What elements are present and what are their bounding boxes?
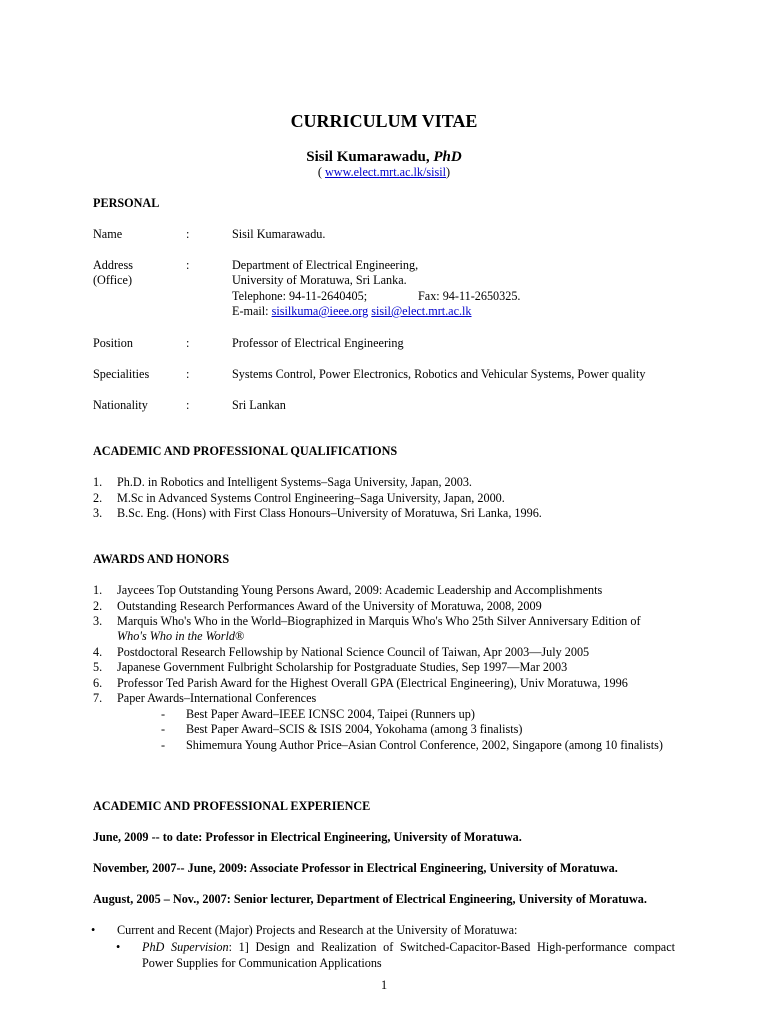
sub-award-dash: - [161,722,166,736]
award-number: 4. [93,645,103,659]
nationality-value: Sri Lankan [232,398,286,412]
nationality-label: Nationality [93,398,148,412]
email-link-ieee[interactable]: sisilkuma@ieee.org [271,304,369,318]
qualification-item: M.Sc in Advanced Systems Control Engineering–Saga University, Japan, 2000. [117,491,505,505]
address-line-1: Department of Electrical Engineering, [232,258,419,272]
experience-heading: ACADEMIC AND PROFESSIONAL EXPERIENCE [93,799,371,813]
address-label: Address [93,258,133,272]
email-link-elect[interactable]: sisil@elect.mrt.ac.lk [371,304,472,318]
qualifications-heading: ACADEMIC AND PROFESSIONAL QUALIFICATIONS [93,444,398,458]
specialities-label: Specialities [93,367,150,381]
award-number: 3. [93,614,103,628]
name-value: Sisil Kumarawadu. [232,227,326,241]
qualification-item: Ph.D. in Robotics and Intelligent Systems–Saga University, Japan, 2003. [117,475,472,489]
projects-intro: Current and Recent (Major) Projects and Research at the University of Moratuwa: [117,923,518,937]
author-name [0,148,768,166]
award-number: 1. [93,583,103,597]
sub-award-item: Best Paper Award–IEEE ICNSC 2004, Taipei (Runners up) [186,707,475,721]
specialities-value: Systems Control, Power Electronics, Robotics and Vehicular Systems, Power quality [232,367,646,381]
award-item: Postdoctoral Research Fellowship by National Science Council of Taiwan, Apr 2003—July 2005 [117,645,590,659]
position-value: Professor of Electrical Engineering [232,336,404,350]
email-label: E-mail: [232,304,272,318]
name-colon: : [186,227,190,241]
fax: Fax: 94-11-2650325. [418,289,521,303]
author-name-text: Sisil Kumarawadu, [306,149,434,165]
award-item: Jaycees Top Outstanding Young Persons Award, 2009: Academic Leadership and Accomplishments [117,583,603,597]
phd-supervision [142,940,675,971]
qualification-number: 3. [93,506,103,520]
author-degree: PhD [433,149,462,165]
bullet-icon: • [116,940,121,954]
homepage-link[interactable]: www.elect.mrt.ac.lk/sisil [324,165,447,179]
address-label-office: (Office) [93,273,133,287]
nationality-colon: : [186,398,190,412]
name-label: Name [93,227,123,241]
award-item: Outstanding Research Performances Award of the University of Moratuwa, 2008, 2009 [117,599,542,613]
sub-award-item: Shimemura Young Author Price–Asian Control Conference, 2002, Singapore (among 10 finalists) [186,738,663,752]
personal-heading: PERSONAL [93,196,160,210]
phd-supervision-label: PhD Supervision [142,940,229,954]
bullet-icon: • [91,923,96,937]
homepage-line [0,165,768,181]
sub-award-dash: - [161,738,166,752]
award-item-continuation: Who's Who in the World® [117,629,245,643]
sub-award-dash: - [161,707,166,721]
awards-heading: AWARDS AND HONORS [93,552,230,566]
sub-award-item: Best Paper Award–SCIS & ISIS 2004, Yokohama (among 3 finalists) [186,722,523,736]
page-number: 1 [380,978,388,992]
award-number: 6. [93,676,103,690]
award-item: Paper Awards–International Conferences [117,691,317,705]
telephone: Telephone: 94-11-2640405; [232,289,368,303]
position-label: Position [93,336,133,350]
award-item: Marquis Who's Who in the World–Biographized in Marquis Who's Who 25th Silver Anniversary Edition of [117,614,641,628]
experience-role: November, 2007-- June, 2009: Associate Professor in Electrical Engineering, University of Moratuwa. [93,861,618,875]
award-item: Professor Ted Parish Award for the Highest Overall GPA (Electrical Engineering), Univ Moratuwa, 1996 [117,676,628,690]
address-colon: : [186,258,190,272]
award-number: 5. [93,660,103,674]
address-line-2: University of Moratuwa, Sri Lanka. [232,273,407,287]
phd-supervision-text: : 1] Design and Realization of Switched-Capacitor-Based High-performance compact Power Supplies for Communication Applications [142,940,676,970]
qualification-item: B.Sc. Eng. (Hons) with First Class Honours–University of Moratuwa, Sri Lanka, 1996. [117,506,542,520]
award-number: 2. [93,599,103,613]
url-open-paren: ( [317,165,325,179]
award-item: Japanese Government Fulbright Scholarship for Postgraduate Studies, Sep 1997—Mar 2003 [117,660,568,674]
email-line [232,304,472,320]
experience-role: August, 2005 – Nov., 2007: Senior lecturer, Department of Electrical Engineering, University of Moratuwa. [93,892,647,906]
url-close-paren: ) [446,165,451,179]
award-number: 7. [93,691,103,705]
qualification-number: 1. [93,475,103,489]
document-title: CURRICULUM VITAE [290,111,478,131]
specialities-colon: : [186,367,190,381]
experience-role: June, 2009 -- to date: Professor in Electrical Engineering, University of Moratuwa. [93,830,522,844]
position-colon: : [186,336,190,350]
qualification-number: 2. [93,491,103,505]
